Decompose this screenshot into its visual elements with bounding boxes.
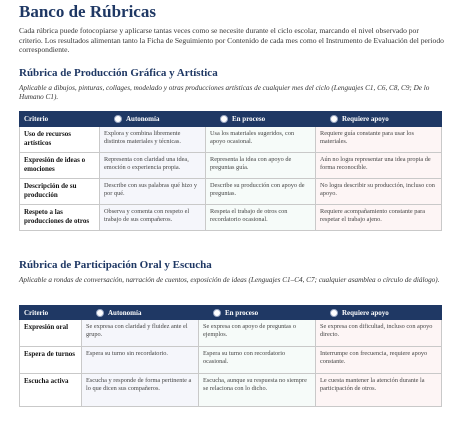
level-en-proceso-cell: Describe su producción con apoyo de preguntas.	[206, 179, 316, 205]
header-label: Requiere apoyo	[342, 115, 389, 123]
header-label: Autonomía	[108, 308, 142, 317]
level-autonomia-cell: Se expresa con claridad y fluidez ante el grupo.	[82, 320, 199, 347]
criterion-cell: Expresión de ideas o emociones	[20, 153, 100, 179]
level-requiere-apoyo-cell: Se expresa con dificultad, incluso con apoyo directo.	[316, 320, 442, 347]
level-requiere-apoyo-cell: No logra describir su producción, incluso con apoyo.	[316, 179, 442, 205]
table-row	[20, 179, 442, 205]
level-autonomia-cell: Espera su turno sin recordatorio.	[82, 347, 199, 374]
radio-circle-icon	[114, 115, 122, 123]
level-en-proceso-cell: Se expresa con apoyo de preguntas o ejemplos.	[199, 320, 316, 347]
radio-circle-icon	[96, 309, 104, 317]
table-row	[20, 374, 442, 407]
header-label: En proceso	[225, 308, 259, 317]
level-requiere-apoyo-cell: Interrumpe con frecuencia, requiere apoyo constante.	[316, 347, 442, 374]
level-requiere-apoyo-cell: Requiere acompañamiento constante para respetar el trabajo ajeno.	[316, 205, 442, 231]
header-criterio	[20, 306, 82, 320]
section-title-grafica: Rúbrica de Producción Gráfica y Artística	[19, 67, 218, 79]
table-row	[20, 205, 442, 231]
radio-circle-icon	[213, 309, 221, 317]
header-label: Criterio	[24, 308, 49, 317]
header-label: Criterio	[24, 115, 49, 123]
criterion-cell: Expresión oral	[20, 320, 82, 347]
header-criterio	[20, 112, 100, 127]
level-requiere-apoyo-cell: Le cuesta mantener la atención durante la participación de otros.	[316, 374, 442, 407]
level-autonomia-cell: Representa con claridad una idea, emoción o experiencia propia.	[100, 153, 206, 179]
level-en-proceso-cell: Usa los materiales sugeridos, con apoyo ocasional.	[206, 127, 316, 153]
document-title: Banco de Rúbricas	[19, 2, 156, 21]
header-requiere-apoyo	[316, 112, 442, 127]
rubric-table-oral	[19, 305, 442, 407]
level-en-proceso-cell: Espera su turno con recordatorio ocasional.	[199, 347, 316, 374]
radio-circle-icon	[220, 115, 228, 123]
header-label: Requiere apoyo	[342, 308, 389, 317]
table-header-row	[20, 112, 442, 127]
header-label: Autonomía	[126, 115, 160, 123]
level-requiere-apoyo-cell: Requiere guía constante para usar los materiales.	[316, 127, 442, 153]
document-intro: Cada rúbrica puede fotocopiarse y aplicarse tantas veces como se necesite durante el ciclo escolar, marcando el nivel observado por criterio. Los resultados alimentan tanto la Ficha de Seguimiento por Contenido de cada mes como el Instrumento de Evaluación del periodo correspondiente.	[19, 26, 444, 55]
section-subtitle-grafica: Aplicable a dibujos, pinturas, collages, modelado y otras producciones artísticas de cualquier mes del ciclo (Lenguajes C1, C6, C8, C9; De lo Humano C1).	[19, 84, 430, 102]
table-row	[20, 127, 442, 153]
table-row	[20, 153, 442, 179]
section-subtitle-oral: Aplicable a rondas de conversación, narración de cuentos, exposición de ideas (Lenguajes C1–C4, C7; cualquier asamblea o círculo de diálogo).	[19, 276, 440, 284]
section-title-oral: Rúbrica de Participación Oral y Escucha	[19, 259, 212, 271]
table-header-row	[20, 306, 442, 320]
criterion-cell: Respeto a las producciones de otros	[20, 205, 100, 231]
table-row	[20, 320, 442, 347]
criterion-cell: Escucha activa	[20, 374, 82, 407]
header-requiere-apoyo	[316, 306, 442, 320]
criterion-cell: Descripción de su producción	[20, 179, 100, 205]
level-en-proceso-cell: Respeta el trabajo de otros con recordatorio ocasional.	[206, 205, 316, 231]
header-autonomia	[82, 306, 199, 320]
level-requiere-apoyo-cell: Aún no logra representar una idea propia de forma reconocible.	[316, 153, 442, 179]
header-en-proceso	[206, 112, 316, 127]
level-autonomia-cell: Observa y comenta con respeto el trabajo de sus compañeros.	[100, 205, 206, 231]
header-autonomia	[100, 112, 206, 127]
table-row	[20, 347, 442, 374]
criterion-cell: Uso de recursos artísticos	[20, 127, 100, 153]
criterion-cell: Espera de turnos	[20, 347, 82, 374]
level-autonomia-cell: Explora y combina libremente distintos materiales y técnicas.	[100, 127, 206, 153]
level-en-proceso-cell: Escucha, aunque su respuesta no siempre se relaciona con lo dicho.	[199, 374, 316, 407]
radio-circle-icon	[330, 115, 338, 123]
header-label: En proceso	[232, 115, 266, 123]
level-autonomia-cell: Describe con sus palabras qué hizo y por qué.	[100, 179, 206, 205]
header-en-proceso	[199, 306, 316, 320]
level-en-proceso-cell: Representa la idea con apoyo de preguntas guía.	[206, 153, 316, 179]
rubric-table-grafica	[19, 111, 442, 231]
radio-circle-icon	[330, 309, 338, 317]
level-autonomia-cell: Escucha y responde de forma pertinente a lo que dicen sus compañeros.	[82, 374, 199, 407]
